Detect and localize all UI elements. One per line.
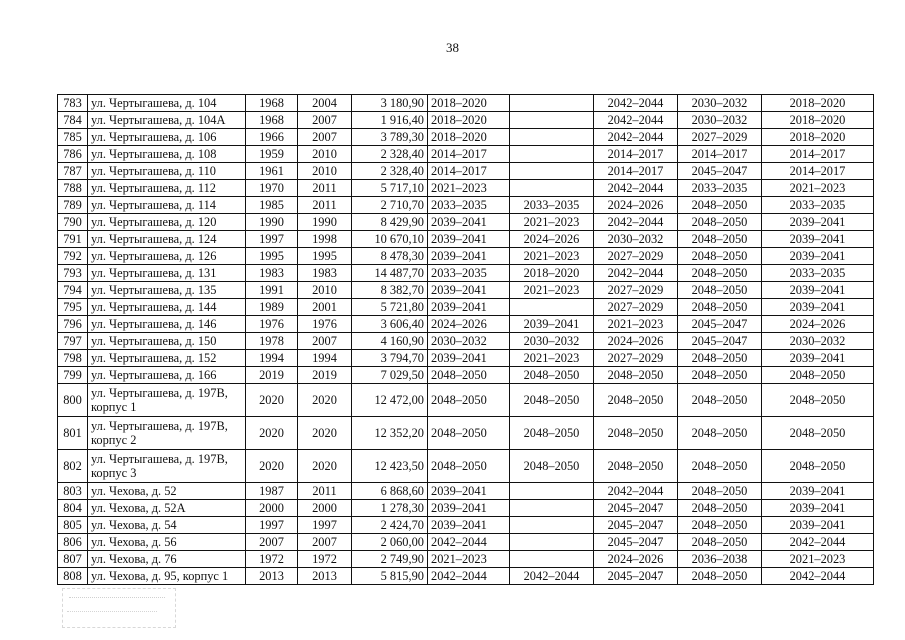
- table-row: [58, 231, 874, 248]
- area-cell: 8 382,70: [352, 282, 428, 299]
- period-1-cell: 2048–2050: [428, 417, 510, 450]
- period-5-cell: 2014–2017: [762, 163, 874, 180]
- period-5-cell: 2018–2020: [762, 95, 874, 112]
- row-number: 803: [58, 483, 88, 500]
- table-row: [58, 384, 874, 417]
- period-4-cell: 2048–2050: [678, 500, 762, 517]
- table-row: [58, 214, 874, 231]
- area-cell: 5 721,80: [352, 299, 428, 316]
- address-cell: ул. Чертыгашева, д. 108: [88, 146, 246, 163]
- period-3-cell: 2048–2050: [594, 417, 678, 450]
- period-1-cell: 2039–2041: [428, 483, 510, 500]
- period-1-cell: 2048–2050: [428, 450, 510, 483]
- period-4-cell: 2048–2050: [678, 282, 762, 299]
- period-2-cell: [510, 517, 594, 534]
- table-row: [58, 95, 874, 112]
- row-number: 793: [58, 265, 88, 282]
- period-5-cell: 2039–2041: [762, 231, 874, 248]
- period-2-cell: [510, 299, 594, 316]
- period-2-cell: [510, 500, 594, 517]
- period-4-cell: 2048–2050: [678, 450, 762, 483]
- year-built-cell: 1997: [246, 517, 298, 534]
- row-number: 807: [58, 551, 88, 568]
- address-cell: ул. Чертыгашева, д. 131: [88, 265, 246, 282]
- row-number: 788: [58, 180, 88, 197]
- period-4-cell: 2048–2050: [678, 384, 762, 417]
- period-5-cell: 2033–2035: [762, 197, 874, 214]
- period-4-cell: 2033–2035: [678, 180, 762, 197]
- period-2-cell: [510, 95, 594, 112]
- table-row: [58, 517, 874, 534]
- period-1-cell: 2024–2026: [428, 316, 510, 333]
- period-3-cell: 2042–2044: [594, 112, 678, 129]
- period-2-cell: [510, 163, 594, 180]
- period-4-cell: 2048–2050: [678, 517, 762, 534]
- address-cell: ул. Чехова, д. 52: [88, 483, 246, 500]
- period-3-cell: 2045–2047: [594, 500, 678, 517]
- table-row: [58, 483, 874, 500]
- address-cell: ул. Чертыгашева, д. 144: [88, 299, 246, 316]
- year-built-cell: 1994: [246, 350, 298, 367]
- period-2-cell: 2048–2050: [510, 384, 594, 417]
- table-row: [58, 500, 874, 517]
- year-renovation-cell: 2007: [298, 112, 352, 129]
- year-renovation-cell: 1972: [298, 551, 352, 568]
- table-row: [58, 367, 874, 384]
- row-number: 806: [58, 534, 88, 551]
- row-number: 801: [58, 417, 88, 450]
- area-cell: 7 029,50: [352, 367, 428, 384]
- table-row: [58, 350, 874, 367]
- area-cell: 4 160,90: [352, 333, 428, 350]
- row-number: 802: [58, 450, 88, 483]
- table-row: [58, 197, 874, 214]
- period-1-cell: 2039–2041: [428, 231, 510, 248]
- period-2-cell: [510, 483, 594, 500]
- row-number: 785: [58, 129, 88, 146]
- period-1-cell: 2014–2017: [428, 146, 510, 163]
- year-built-cell: 1966: [246, 129, 298, 146]
- year-built-cell: 1976: [246, 316, 298, 333]
- period-5-cell: 2024–2026: [762, 316, 874, 333]
- year-built-cell: 1990: [246, 214, 298, 231]
- year-renovation-cell: 2020: [298, 384, 352, 417]
- address-cell: ул. Чертыгашева, д. 197В, корпус 1: [88, 384, 246, 417]
- period-1-cell: 2042–2044: [428, 568, 510, 585]
- period-5-cell: 2018–2020: [762, 112, 874, 129]
- area-cell: 2 328,40: [352, 146, 428, 163]
- year-renovation-cell: 2020: [298, 450, 352, 483]
- period-2-cell: [510, 180, 594, 197]
- period-5-cell: 2039–2041: [762, 483, 874, 500]
- year-renovation-cell: 1998: [298, 231, 352, 248]
- address-cell: ул. Чертыгашева, д. 150: [88, 333, 246, 350]
- period-5-cell: 2021–2023: [762, 551, 874, 568]
- period-5-cell: 2048–2050: [762, 384, 874, 417]
- period-5-cell: 2018–2020: [762, 129, 874, 146]
- period-1-cell: 2039–2041: [428, 350, 510, 367]
- year-renovation-cell: 2019: [298, 367, 352, 384]
- year-built-cell: 1995: [246, 248, 298, 265]
- period-3-cell: 2042–2044: [594, 214, 678, 231]
- area-cell: 12 423,50: [352, 450, 428, 483]
- address-cell: ул. Чехова, д. 56: [88, 534, 246, 551]
- period-5-cell: 2014–2017: [762, 146, 874, 163]
- period-1-cell: 2018–2020: [428, 95, 510, 112]
- row-number: 787: [58, 163, 88, 180]
- area-cell: 8 429,90: [352, 214, 428, 231]
- period-4-cell: 2027–2029: [678, 129, 762, 146]
- period-4-cell: 2045–2047: [678, 163, 762, 180]
- row-number: 794: [58, 282, 88, 299]
- area-cell: 6 868,60: [352, 483, 428, 500]
- area-cell: 8 478,30: [352, 248, 428, 265]
- period-3-cell: 2042–2044: [594, 95, 678, 112]
- table-row: [58, 146, 874, 163]
- period-5-cell: 2039–2041: [762, 350, 874, 367]
- period-2-cell: 2048–2050: [510, 450, 594, 483]
- row-number: 789: [58, 197, 88, 214]
- period-4-cell: 2048–2050: [678, 265, 762, 282]
- year-built-cell: 1989: [246, 299, 298, 316]
- year-renovation-cell: 2013: [298, 568, 352, 585]
- period-3-cell: 2048–2050: [594, 367, 678, 384]
- row-number: 808: [58, 568, 88, 585]
- table-row: [58, 534, 874, 551]
- period-2-cell: [510, 146, 594, 163]
- year-built-cell: 2020: [246, 384, 298, 417]
- period-4-cell: 2045–2047: [678, 316, 762, 333]
- address-cell: ул. Чертыгашева, д. 166: [88, 367, 246, 384]
- year-built-cell: 2019: [246, 367, 298, 384]
- period-4-cell: 2048–2050: [678, 417, 762, 450]
- period-1-cell: 2014–2017: [428, 163, 510, 180]
- period-2-cell: 2033–2035: [510, 197, 594, 214]
- year-built-cell: 1987: [246, 483, 298, 500]
- period-3-cell: 2024–2026: [594, 551, 678, 568]
- address-cell: ул. Чертыгашева, д. 135: [88, 282, 246, 299]
- table-row: [58, 316, 874, 333]
- period-1-cell: 2048–2050: [428, 367, 510, 384]
- table-row: [58, 282, 874, 299]
- period-4-cell: 2048–2050: [678, 231, 762, 248]
- period-2-cell: 2042–2044: [510, 568, 594, 585]
- period-4-cell: 2048–2050: [678, 568, 762, 585]
- area-cell: 10 670,10: [352, 231, 428, 248]
- table-row: [58, 551, 874, 568]
- period-4-cell: 2030–2032: [678, 112, 762, 129]
- period-3-cell: 2024–2026: [594, 197, 678, 214]
- period-3-cell: 2014–2017: [594, 146, 678, 163]
- period-5-cell: 2039–2041: [762, 517, 874, 534]
- period-1-cell: 2039–2041: [428, 248, 510, 265]
- year-renovation-cell: 2011: [298, 483, 352, 500]
- year-built-cell: 1985: [246, 197, 298, 214]
- period-1-cell: 2018–2020: [428, 112, 510, 129]
- table-row: [58, 180, 874, 197]
- year-built-cell: 2000: [246, 500, 298, 517]
- address-cell: ул. Чехова, д. 52А: [88, 500, 246, 517]
- year-built-cell: 1972: [246, 551, 298, 568]
- period-2-cell: 2048–2050: [510, 367, 594, 384]
- area-cell: 3 789,30: [352, 129, 428, 146]
- year-built-cell: 1997: [246, 231, 298, 248]
- year-built-cell: 1983: [246, 265, 298, 282]
- year-built-cell: 1959: [246, 146, 298, 163]
- period-5-cell: 2039–2041: [762, 282, 874, 299]
- area-cell: 2 710,70: [352, 197, 428, 214]
- period-3-cell: 2042–2044: [594, 265, 678, 282]
- period-3-cell: 2027–2029: [594, 299, 678, 316]
- address-cell: ул. Чертыгашева, д. 110: [88, 163, 246, 180]
- row-number: 796: [58, 316, 88, 333]
- period-3-cell: 2042–2044: [594, 483, 678, 500]
- area-cell: 2 749,90: [352, 551, 428, 568]
- area-cell: 3 794,70: [352, 350, 428, 367]
- period-2-cell: 2021–2023: [510, 248, 594, 265]
- area-cell: 2 424,70: [352, 517, 428, 534]
- address-cell: ул. Чертыгашева, д. 106: [88, 129, 246, 146]
- period-5-cell: 2039–2041: [762, 248, 874, 265]
- area-cell: 12 472,00: [352, 384, 428, 417]
- period-1-cell: 2042–2044: [428, 534, 510, 551]
- year-renovation-cell: 1976: [298, 316, 352, 333]
- period-3-cell: 2045–2047: [594, 517, 678, 534]
- period-3-cell: 2027–2029: [594, 282, 678, 299]
- registry-body: [58, 95, 874, 585]
- row-number: 804: [58, 500, 88, 517]
- page-number: 38: [446, 40, 459, 55]
- year-renovation-cell: 2010: [298, 282, 352, 299]
- period-1-cell: 2033–2035: [428, 265, 510, 282]
- table-row: [58, 248, 874, 265]
- year-built-cell: 2020: [246, 417, 298, 450]
- year-renovation-cell: 2004: [298, 95, 352, 112]
- address-cell: ул. Чехова, д. 76: [88, 551, 246, 568]
- period-5-cell: 2039–2041: [762, 500, 874, 517]
- year-renovation-cell: 1990: [298, 214, 352, 231]
- period-2-cell: [510, 129, 594, 146]
- period-2-cell: [510, 534, 594, 551]
- period-4-cell: 2045–2047: [678, 333, 762, 350]
- year-renovation-cell: 1995: [298, 248, 352, 265]
- area-cell: 2 328,40: [352, 163, 428, 180]
- period-3-cell: 2024–2026: [594, 333, 678, 350]
- row-number: 783: [58, 95, 88, 112]
- table-row: [58, 265, 874, 282]
- year-renovation-cell: 2010: [298, 146, 352, 163]
- period-4-cell: 2048–2050: [678, 197, 762, 214]
- period-1-cell: 2018–2020: [428, 129, 510, 146]
- area-cell: 5 717,10: [352, 180, 428, 197]
- period-5-cell: 2048–2050: [762, 367, 874, 384]
- table-row: [58, 450, 874, 483]
- period-2-cell: 2039–2041: [510, 316, 594, 333]
- period-4-cell: 2030–2032: [678, 95, 762, 112]
- period-2-cell: 2024–2026: [510, 231, 594, 248]
- table-row: [58, 333, 874, 350]
- year-built-cell: 1968: [246, 112, 298, 129]
- area-cell: 2 060,00: [352, 534, 428, 551]
- address-cell: ул. Чертыгашева, д. 197В, корпус 2: [88, 417, 246, 450]
- address-cell: ул. Чертыгашева, д. 197В, корпус 3: [88, 450, 246, 483]
- year-renovation-cell: 2010: [298, 163, 352, 180]
- area-cell: 12 352,20: [352, 417, 428, 450]
- address-cell: ул. Чехова, д. 95, корпус 1: [88, 568, 246, 585]
- address-cell: ул. Чертыгашева, д. 104А: [88, 112, 246, 129]
- address-cell: ул. Чертыгашева, д. 152: [88, 350, 246, 367]
- period-2-cell: 2021–2023: [510, 282, 594, 299]
- table-row: [58, 112, 874, 129]
- period-4-cell: 2048–2050: [678, 214, 762, 231]
- row-number: 800: [58, 384, 88, 417]
- table-row: [58, 129, 874, 146]
- period-4-cell: 2048–2050: [678, 483, 762, 500]
- period-1-cell: 2039–2041: [428, 282, 510, 299]
- year-renovation-cell: 2007: [298, 333, 352, 350]
- period-3-cell: 2042–2044: [594, 180, 678, 197]
- year-built-cell: 1991: [246, 282, 298, 299]
- row-number: 790: [58, 214, 88, 231]
- housing-registry-table: [57, 94, 874, 585]
- period-4-cell: 2048–2050: [678, 367, 762, 384]
- period-2-cell: 2048–2050: [510, 417, 594, 450]
- year-renovation-cell: 2001: [298, 299, 352, 316]
- address-cell: ул. Чертыгашева, д. 112: [88, 180, 246, 197]
- period-2-cell: 2030–2032: [510, 333, 594, 350]
- period-4-cell: 2014–2017: [678, 146, 762, 163]
- year-renovation-cell: 2011: [298, 180, 352, 197]
- period-1-cell: 2039–2041: [428, 214, 510, 231]
- period-5-cell: 2042–2044: [762, 568, 874, 585]
- period-1-cell: 2030–2032: [428, 333, 510, 350]
- address-cell: ул. Чертыгашева, д. 124: [88, 231, 246, 248]
- row-number: 792: [58, 248, 88, 265]
- row-number: 791: [58, 231, 88, 248]
- year-built-cell: 1978: [246, 333, 298, 350]
- row-number: 798: [58, 350, 88, 367]
- period-2-cell: [510, 112, 594, 129]
- period-2-cell: [510, 551, 594, 568]
- row-number: 805: [58, 517, 88, 534]
- period-5-cell: 2048–2050: [762, 450, 874, 483]
- period-2-cell: 2021–2023: [510, 214, 594, 231]
- address-cell: ул. Чехова, д. 54: [88, 517, 246, 534]
- address-cell: ул. Чертыгашева, д. 146: [88, 316, 246, 333]
- year-built-cell: 2013: [246, 568, 298, 585]
- period-4-cell: 2048–2050: [678, 248, 762, 265]
- area-cell: 14 487,70: [352, 265, 428, 282]
- period-3-cell: 2045–2047: [594, 534, 678, 551]
- year-built-cell: 2007: [246, 534, 298, 551]
- period-3-cell: 2030–2032: [594, 231, 678, 248]
- period-3-cell: 2048–2050: [594, 450, 678, 483]
- table-row: [58, 568, 874, 585]
- area-cell: 1 916,40: [352, 112, 428, 129]
- period-3-cell: 2048–2050: [594, 384, 678, 417]
- period-3-cell: 2045–2047: [594, 568, 678, 585]
- row-number: 786: [58, 146, 88, 163]
- area-cell: 3 180,90: [352, 95, 428, 112]
- address-cell: ул. Чертыгашева, д. 104: [88, 95, 246, 112]
- period-2-cell: 2021–2023: [510, 350, 594, 367]
- faint-stamp-mark: [62, 588, 176, 628]
- year-renovation-cell: 1997: [298, 517, 352, 534]
- table-row: [58, 163, 874, 180]
- period-3-cell: 2014–2017: [594, 163, 678, 180]
- period-5-cell: 2042–2044: [762, 534, 874, 551]
- year-renovation-cell: 2007: [298, 129, 352, 146]
- year-built-cell: 2020: [246, 450, 298, 483]
- period-1-cell: 2021–2023: [428, 551, 510, 568]
- period-3-cell: 2027–2029: [594, 350, 678, 367]
- period-3-cell: 2021–2023: [594, 316, 678, 333]
- year-renovation-cell: 1983: [298, 265, 352, 282]
- period-1-cell: 2039–2041: [428, 517, 510, 534]
- year-renovation-cell: 1994: [298, 350, 352, 367]
- period-3-cell: 2042–2044: [594, 129, 678, 146]
- year-renovation-cell: 2000: [298, 500, 352, 517]
- period-4-cell: 2036–2038: [678, 551, 762, 568]
- table-row: [58, 417, 874, 450]
- year-built-cell: 1970: [246, 180, 298, 197]
- period-4-cell: 2048–2050: [678, 299, 762, 316]
- address-cell: ул. Чертыгашева, д. 114: [88, 197, 246, 214]
- year-renovation-cell: 2011: [298, 197, 352, 214]
- table-row: [58, 299, 874, 316]
- year-renovation-cell: 2007: [298, 534, 352, 551]
- period-5-cell: 2021–2023: [762, 180, 874, 197]
- year-built-cell: 1961: [246, 163, 298, 180]
- period-4-cell: 2048–2050: [678, 350, 762, 367]
- period-1-cell: 2021–2023: [428, 180, 510, 197]
- period-5-cell: 2030–2032: [762, 333, 874, 350]
- address-cell: ул. Чертыгашева, д. 120: [88, 214, 246, 231]
- period-1-cell: 2048–2050: [428, 384, 510, 417]
- period-1-cell: 2039–2041: [428, 299, 510, 316]
- period-5-cell: 2033–2035: [762, 265, 874, 282]
- area-cell: 3 606,40: [352, 316, 428, 333]
- period-1-cell: 2039–2041: [428, 500, 510, 517]
- row-number: 797: [58, 333, 88, 350]
- period-4-cell: 2048–2050: [678, 534, 762, 551]
- period-2-cell: 2018–2020: [510, 265, 594, 282]
- address-cell: ул. Чертыгашева, д. 126: [88, 248, 246, 265]
- period-5-cell: 2048–2050: [762, 417, 874, 450]
- period-1-cell: 2033–2035: [428, 197, 510, 214]
- year-renovation-cell: 2020: [298, 417, 352, 450]
- year-built-cell: 1968: [246, 95, 298, 112]
- area-cell: 1 278,30: [352, 500, 428, 517]
- row-number: 784: [58, 112, 88, 129]
- area-cell: 5 815,90: [352, 568, 428, 585]
- row-number: 795: [58, 299, 88, 316]
- period-5-cell: 2039–2041: [762, 214, 874, 231]
- row-number: 799: [58, 367, 88, 384]
- period-5-cell: 2039–2041: [762, 299, 874, 316]
- period-3-cell: 2027–2029: [594, 248, 678, 265]
